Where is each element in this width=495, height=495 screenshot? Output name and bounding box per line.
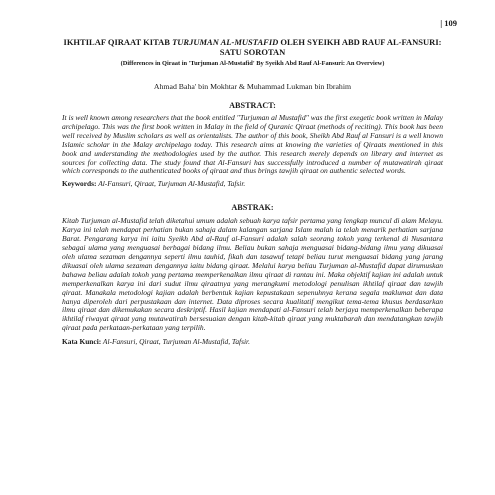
title-suffix: OLEH SYEIKH ABD RAUF AL-FANSURI: SATU SOROTAN (219, 37, 442, 57)
kata-kunci-label: Kata Kunci: (62, 337, 102, 347)
title-italic-book-name: TURJUMAN AL-MUSTAFID (172, 37, 279, 47)
page-number: | 109 (440, 18, 457, 28)
keywords-list: Al-Fansuri, Qiraat, Turjuman Al-Mustafid, Tafsir. (96, 179, 246, 189)
authors: Ahmad Baha' bin Mokhtar & Muhammad Lukman bin Ibrahim (153, 82, 352, 91)
abstrak-keywords (62, 337, 443, 346)
keywords-label: Keywords: (62, 179, 97, 189)
title-prefix: IKHTILAF QIRAAT KITAB (63, 37, 173, 47)
abstract-heading: ABSTRACT: (229, 101, 276, 110)
abstrak-text: Kitab Turjuman al-Mustafid telah diketahui umum adalah sebuah karya tafsir pertama yang lengkap muncul di alam Melayu. Karya ini telah mendapat perhatian bukan sahaja dalam kalangan sarjana Islam malah ia telah menarik perhatian sarjana Barat. Pengarang karya ini iaitu Syeikh Abd al-Rauf al-Fansuri adalah salah seorang tokoh yang terkenal di Nusantara sebagai ulama yang menguasai berbagai bidang ilmu. Beliau bukan sahaja menguasai bidang-bidang ilmu yang dikuasai oleh ulama sezaman dengannya seperti ilmu tauhid, fikah dan tasawuf tetapi beliau turut menguasai bidang yang jarang dikuasai oleh ulama sezaman dengannya iaitu bidang qiraat. Melalui karya beliau Turjuman al-Mustafid dapat dirumuskan bahawa beliau adalah tokoh yang pertama memperkenalkan ilmu qiraat di rantau ini. Maka objektif kajian ini adalah untuk memperkenalkan karya ini dari sudut ilmu qiraatnya yang merangkumi metodologi penulisan ikhtilaf qiraat dan tawjih qiraat. Manakala metodologi kajian adalah berbentuk kajian kepustakaan sepenuhnya kerana segala maklumat dan data hanya diperoleh dari perpustakaan dan internet. Data diproses secara kualitatif mengikut tema-tema khusus berdasarkan ilmu qiraat dan dikemukakan secara deskriptif. Hasil kajian mendapati al-Fansuri telah berjaya memperkenalkan beberapa ikhtilaf riwayat qiraat yang mutawatirah bersesuaian dengan kitab-kitab qiraat yang muktabarah dan mendatangkan tawjih qiraat pada perkataan-perkataan yang terpilih. (62, 216, 443, 333)
abstract-keywords (62, 179, 443, 188)
paper-subtitle: (Differences in Qiraat in 'Turjuman Al-Mustafid' By Syeikh Abd Rauf Al-Fansuri: An Overview) (120, 60, 385, 67)
abstrak-heading: ABSTRAK: (231, 203, 274, 213)
abstract-text: It is well known among researchers that the book entitled "Turjuman al Mustafid" was the first exegetic book written in Malay archipelago. This was the first book written in Malay in the field of Quranic Qiraat (methods of reciting). This book has been well received by Muslim scholars as well as orientalists. The author of this book, Sheikh Abd Rauf al Fansuri is a well known Islamic scholar in the Malay archipelago today. This research aims at knowing the varieties of Qiraats mentioned in this book and understanding the methodologies used by the author. This research merely depends on library and internet as sources for collecting data. The study found that Al-Fansuri has successfully introduced a number of mutawatirah qiraat which corresponds to the authenticated books of qiraat and thus brings tawjih qiraat on authentic selected words. (62, 113, 443, 176)
kata-kunci-list: Al-Fansuri, Qiraat, Turjuman Al-Mustafid, Tafsir. (101, 337, 250, 347)
paper-title (62, 37, 443, 57)
